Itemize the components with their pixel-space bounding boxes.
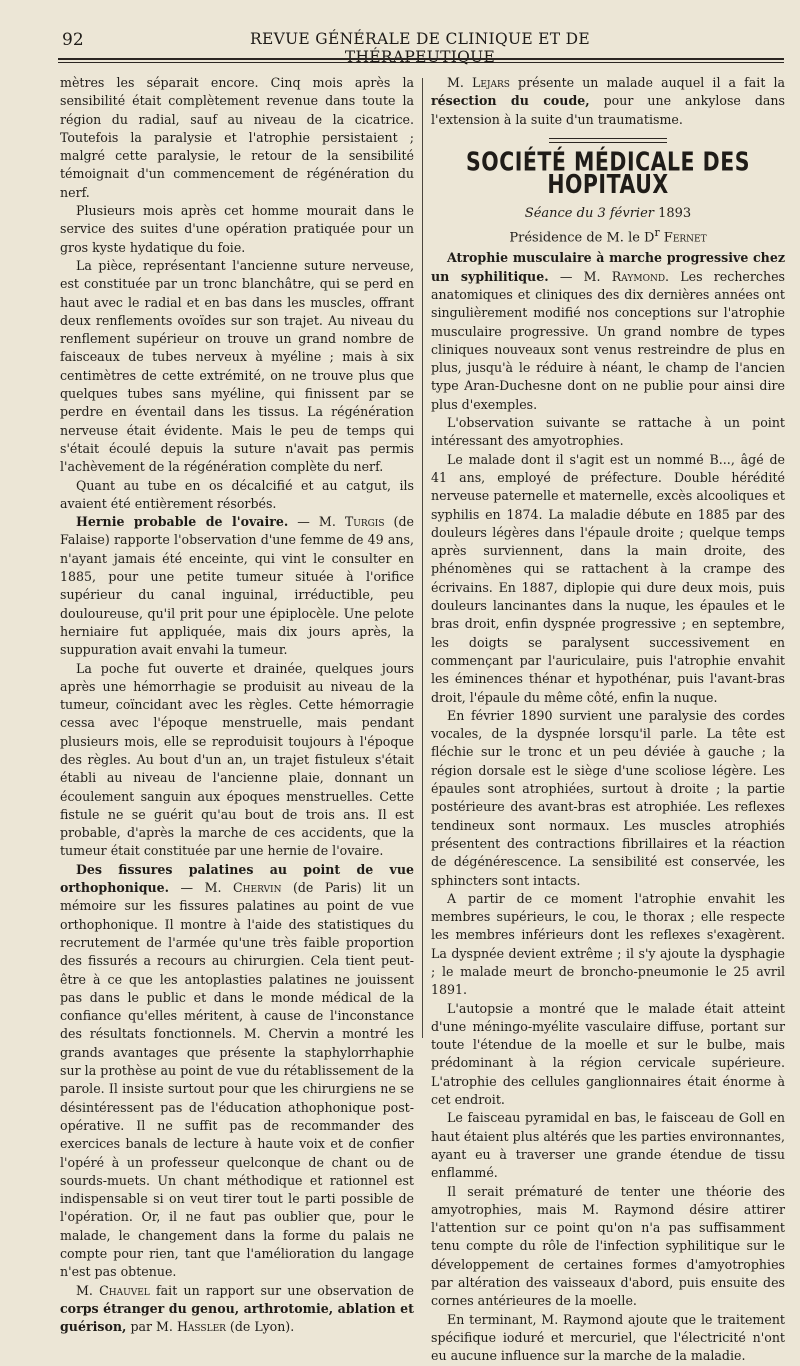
article-text: (de Falaise) rapporte l'observation d'une femme de 49 ans, n'ayant jamais été enceinte, qui vint le consulter en 1885, pour une petite tumeur située à l'orifice supérieur du canal inguinal, irréductible, peu douloureuse, qu'il prit pour une épiplocèle. Une pelote herniaire fut appliquée, mais dix jours après, la suppuration avait envahi la tumeur. (60, 514, 414, 658)
superscript: r (654, 225, 660, 239)
paragraph: Plusieurs mois après cet homme mourait dans le service des suites d'une opération pratiquée pour un gros kyste hydatique du foie. (60, 203, 414, 255)
paragraph: Le faisceau pyramidal en bas, le faisceau de Goll en haut étaient plus altérés que les parties environnantes, ayant eu à traverser une grande étendue de tissu enflammé. (431, 1110, 785, 1181)
article-text: présente un malade auquel il a fait la (509, 75, 785, 90)
article-title: Atrophie musculaire à marche progressive chez un syphilitique. (431, 250, 785, 284)
paragraph: La poche fut ouverte et drainée, quelques jours après une hémorrhagie se produisit au niveau de la tumeur, coïncidant avec les règles. Cette hémorragie cessa avec l'époque menstruelle, mais pendant plusieurs mois, elle se reproduisit toujours à l'époque des règles. Au bout d'un an, un trajet fistuleux s'était établi au niveau de l'ancienne plaie, donnant un écoulement sanguin aux époques menstruelles. Cette fistule ne se guérit qu'au bout de trois ans. Il est probable, d'après la marche de ces accidents, que la tumeur était constituée par une hernie de l'ovaire. (60, 660, 414, 859)
author-name: Lejars (471, 75, 510, 90)
article-fissures (60, 861, 414, 1282)
left-column (60, 74, 414, 1336)
paragraph: L'autopsie a montré que le malade était atteint d'une méningo-myélite vasculaire diffuse, portant sur toute l'étendue de la moelle et sur le bulbe, mais prédominant à la région cervicale supérieure. L'atrophie des cellules ganglionnaires était énorme à cet endroit. (431, 1000, 785, 1108)
president-name: Fernet (659, 230, 707, 246)
prefix: M. (447, 75, 472, 90)
article-text: (de Paris) lit un mémoire sur les fissures palatines au point de vue orthophonique. Il montre à l'aide des statistiques du recrutement de l'armée qu'une très faible proportion des fissurés a recours au chirurgien. Cela tient peut-être à ce que les antoplasties palatines ne jouissent pas dans le public et dans le monde médical de la confiance qu'elles méritent, à cause de l'inconstance des résultats fonctionnels. M. Chervin a montré les grands avantages que présente la staphylorrhaphie sur la prothèse au point de vue du rétablissement de la parole. Il insiste surtout pour que les chirurgiens ne se désintéressent pas de l'éducation athophonique post-opérative. Il ne suffit pas de recommander des exercices banals de lecture à haute voix et de confier l'opéré à un professeur quelconque de chant ou de sourds-muets. Un chant méthodique et rationnel est indispensable si on veut tirer tout le parti possible de l'opération. Or, il ne faut pas oublier que, pour le malade, le changement dans la forme du palais ne compte pour rien, tant que l'amélioration du langage n'est pas obtenue. (60, 880, 414, 1280)
paragraph: Quant au tube en os décalcifié et au catgut, ils avaient été entièrement résorbés. (60, 477, 414, 511)
paragraph: La pièce, représentant l'ancienne suture nerveuse, est constituée par un tronc blanchâtre, qui se perd en haut avec le radial et en bas dans les muscles, offrant deux renflements ovoïdes sur son trajet. Au niveau du renflement supérieur on trouve un grand nombre de faisceaux de tubes nerveux à myéline ; mais à six centimètres de cette extrémité, on ne trouve plus que quelques tubes sans myéline, qui finissent par se perdre en éventail dans les tissus. La régénération nerveuse était évidente. Mais le peu de temps qui s'était écoulé depuis la suture n'avait pas permis l'achèvement de la régénération complète du nerf. (60, 257, 414, 475)
running-title: REVUE GÉNÉRALE DE CLINIQUE ET DE THÉRAPEUTIQUE (249, 30, 591, 66)
article-text: pour une ankylose dans l'extension à la suite d'un traumatisme. (431, 93, 785, 127)
article-lejars (431, 74, 785, 129)
dash: — M. (548, 268, 612, 284)
session-label: Séance du 3 février (524, 206, 654, 222)
dash: — M. (288, 514, 345, 530)
header-rule (58, 58, 784, 63)
paragraph: En février 1890 survient une paralysie des cordes vocales, de la dyspnée lorsqu'il parle. La tête est fléchie sur le tronc et un peu déviée à gauche ; la région dorsale est le siège d'une scoliose légère. Les épaules sont atrophiées, surtout à droite ; la partie postérieure des avant-bras est atrophiée. Les reflexes tendineux sont normaux. Les muscles atrophiés présentent des contractions fibrillaires et la réaction de dégénérescence. La sensibilité est conservée, les sphincters sont intacts. (431, 707, 785, 888)
article-title: résection du coude, (431, 93, 590, 109)
session-year: 1893 (653, 206, 692, 222)
session-date (431, 205, 785, 223)
author-name: Chervin (233, 880, 282, 896)
author-name: Chauvel (99, 1282, 150, 1298)
author-name: Turgis (344, 514, 385, 530)
article-hernie (60, 513, 414, 659)
article-title: corps étranger du genou, arthrotomie, ablation et guérison, (60, 1300, 414, 1335)
paragraph: Le malade dont il s'agit est un nommé B..., âgé de 41 ans, employé de préfecture. Double hérédité nerveuse paternelle et maternelle, excès alcooliques et syphilis en 1874. La maladie débute en 1885 par des douleurs légères dans l'épaule droite ; quelque temps après surviennent, dans la main droite, des phénomènes qui se rattachent à la crampe des écrivains. En 1887, diplopie qui dure deux mois, puis douleurs lancinantes dans la nuque, les épaules et le bras droit, enfin dyspnée progressive ; en septembre, les doigts se paralysent successivement en commençant par l'auriculaire, puis l'atrophie envahit les éminences thénar et hypothénar, puis l'avant-bras droit, l'épaule du même côté, enfin la nuque. (431, 451, 785, 705)
section-rule (549, 138, 667, 143)
prefix: M. (76, 1282, 100, 1298)
right-column (431, 74, 785, 1366)
author-name: Raymond (611, 268, 666, 284)
article-text: par M. (126, 1319, 177, 1335)
section-title: SOCIÉTÉ MÉDICALE DES HOPITAUX (466, 146, 750, 200)
paragraph: En terminant, M. Raymond ajoute que le traitement spécifique ioduré et mercuriel, que l'électricité n'ont eu aucune influence sur la marche de la maladie. (431, 1311, 785, 1364)
article-atrophie (431, 249, 785, 414)
author-name: Hassler (176, 1319, 226, 1335)
page-number: 92 (62, 30, 84, 50)
paragraph: A partir de ce moment l'atrophie envahit les membres supérieurs, le cou, le thorax ; elle respecte les membres inférieurs dont les reflexes s'exagèrent. La dyspnée devient extrême ; il s'y ajoute la dysphagie ; le malade meurt de broncho-pneumonie le 25 avril 1891. (431, 890, 785, 998)
article-chauvel (60, 1282, 414, 1337)
paragraph: Il serait prématuré de tenter une théorie des amyotrophies, mais M. Raymond désire attirer l'attention sur ce point qu'on n'a pas suffisamment tenu compte du rôle de l'infection syphilitique sur le développement de certaines formes d'amyotrophies par altération des vaisseaux d'abord, puis ensuite des cornes antérieures de la moelle. (431, 1183, 785, 1309)
article-title: Des fissures palatines au point de vue orthophonique. (60, 861, 414, 896)
article-text: fait un rapport sur une observation de (149, 1282, 414, 1298)
column-divider (422, 78, 423, 1038)
article-title: Hernie probable de l'ovaire. (76, 514, 289, 530)
article-text: . Les recherches anatomiques et cliniques des dix dernières années ont singulièrement modifié nos conceptions sur l'atrophie musculaire progressive. Un grand nombre de types cliniques nouveaux sont venus restreindre de plus en plus, jusqu'à le réduire à néant, le champ de l'ancien type Aran-Duchesne dont on ne publie pour ainsi dire plus d'exemples. (431, 268, 785, 412)
presidency (431, 224, 785, 248)
paragraph: L'observation suivante se rattache à un point intéressant des amyotrophies. (431, 415, 785, 449)
paragraph: mètres les séparait encore. Cinq mois après la sensibilité était complètement revenue dans toute la région du radial, sauf au niveau de la cicatrice. Toutefois la paralysie et l'atrophie persistaient ; malgré cette paralysie, le retour de la sensibilité témoignait d'un commencement de régénération du nerf. (60, 75, 414, 200)
presidency-label: Présidence de M. le D (509, 230, 655, 246)
dash: — M. (169, 880, 234, 896)
article-text: (de Lyon). (225, 1319, 295, 1335)
